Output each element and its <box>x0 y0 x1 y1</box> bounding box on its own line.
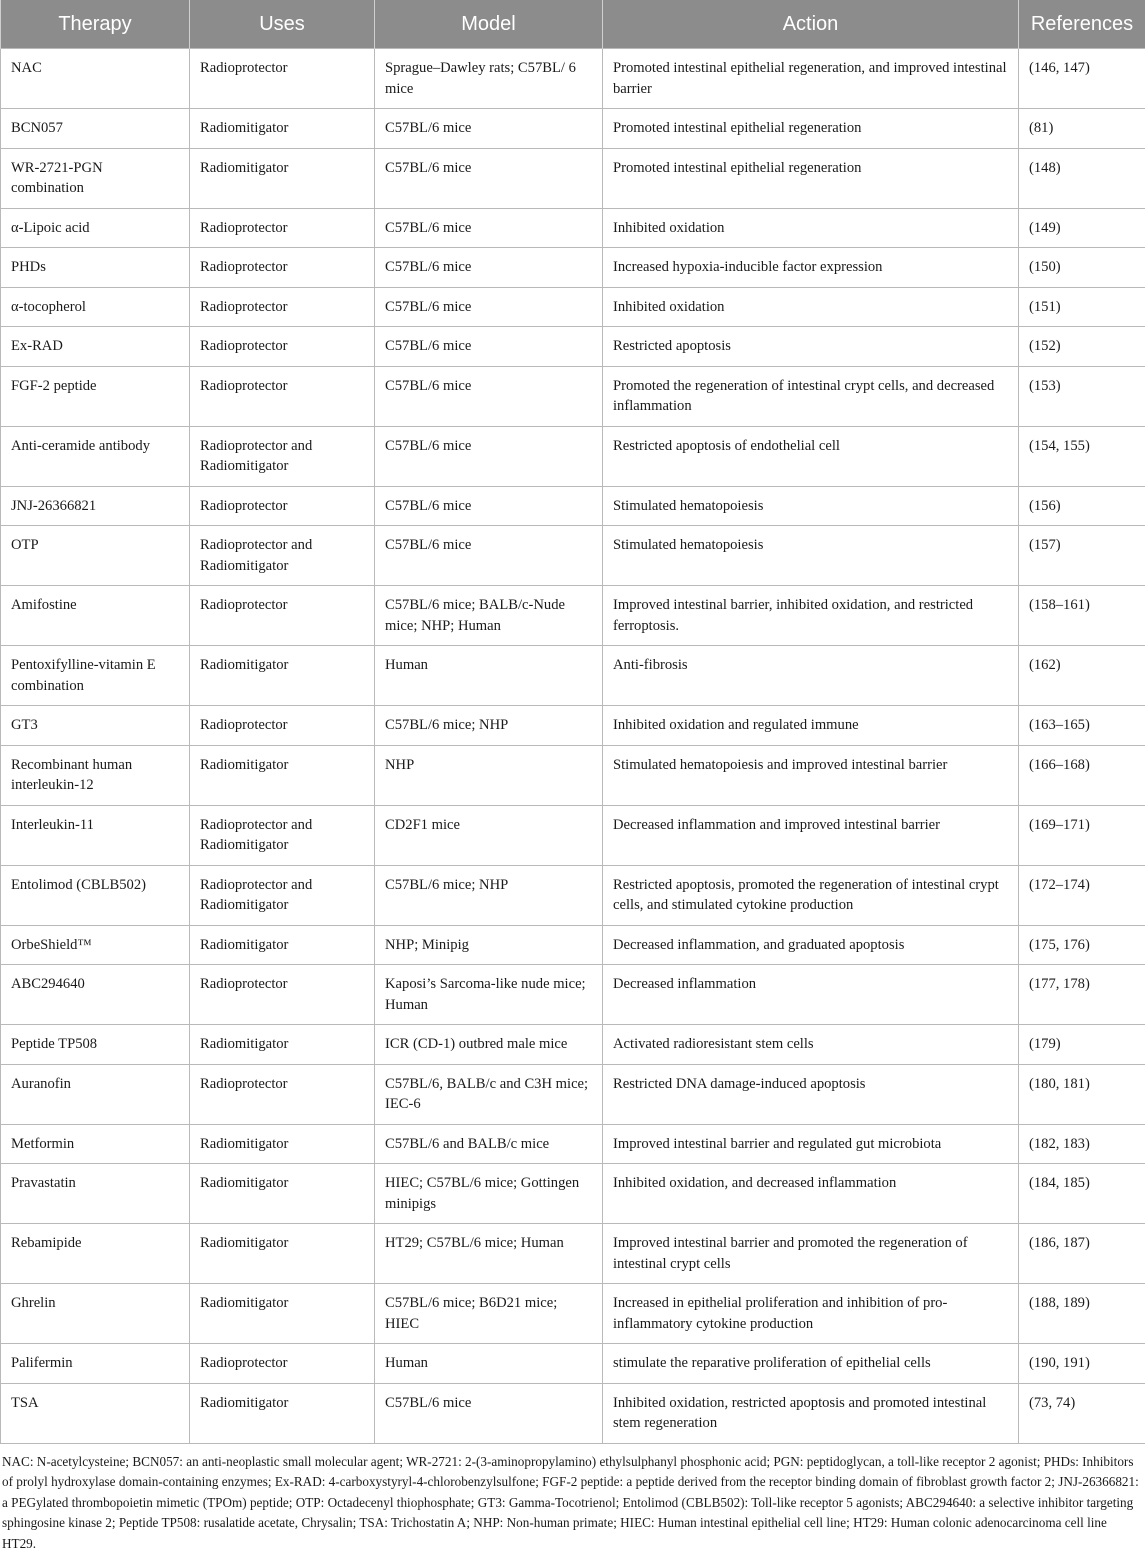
table-row <box>1 1344 1145 1384</box>
action-cell: Stimulated hematopoiesis <box>603 526 1019 586</box>
therapy-cell: Recombinant human interleukin-12 <box>1 745 190 805</box>
therapy-cell: OTP <box>1 526 190 586</box>
action-cell: Promoted the regeneration of intestinal crypt cells, and decreased inflammation <box>603 366 1019 426</box>
table-row <box>1 248 1145 288</box>
action-cell: Improved intestinal barrier and promoted the regeneration of intestinal crypt cells <box>603 1224 1019 1284</box>
table-row <box>1 965 1145 1025</box>
table-row <box>1 586 1145 646</box>
column-header-action: Action <box>603 0 1019 49</box>
table-row <box>1 1124 1145 1164</box>
uses-cell: Radioprotector <box>190 1064 375 1124</box>
model-cell: C57BL/6 mice <box>375 327 603 367</box>
action-cell: Restricted DNA damage-induced apoptosis <box>603 1064 1019 1124</box>
therapy-cell: Interleukin-11 <box>1 805 190 865</box>
references-cell: (179) <box>1019 1025 1145 1065</box>
header-row <box>1 0 1145 49</box>
therapy-cell: NAC <box>1 49 190 109</box>
references-cell: (177, 178) <box>1019 965 1145 1025</box>
action-cell: Promoted intestinal epithelial regeneration, and improved intestinal barrier <box>603 49 1019 109</box>
therapy-cell: OrbeShield™ <box>1 925 190 965</box>
references-cell: (148) <box>1019 148 1145 208</box>
model-cell: C57BL/6 mice <box>375 486 603 526</box>
model-cell: C57BL/6, BALB/c and C3H mice; IEC-6 <box>375 1064 603 1124</box>
table-row <box>1 925 1145 965</box>
model-cell: Human <box>375 1344 603 1384</box>
therapy-cell: α-tocopherol <box>1 287 190 327</box>
therapy-cell: Metformin <box>1 1124 190 1164</box>
therapy-cell: Rebamipide <box>1 1224 190 1284</box>
uses-cell: Radiomitigator <box>190 1284 375 1344</box>
model-cell: C57BL/6 mice <box>375 248 603 288</box>
references-cell: (73, 74) <box>1019 1383 1145 1443</box>
therapy-cell: ABC294640 <box>1 965 190 1025</box>
action-cell: Improved intestinal barrier and regulated gut microbiota <box>603 1124 1019 1164</box>
table-row <box>1 148 1145 208</box>
therapy-cell: Ex-RAD <box>1 327 190 367</box>
action-cell: Decreased inflammation <box>603 965 1019 1025</box>
uses-cell: Radioprotector <box>190 586 375 646</box>
references-cell: (184, 185) <box>1019 1164 1145 1224</box>
action-cell: Promoted intestinal epithelial regeneration <box>603 148 1019 208</box>
action-cell: Stimulated hematopoiesis and improved intestinal barrier <box>603 745 1019 805</box>
therapy-cell: FGF-2 peptide <box>1 366 190 426</box>
column-header-therapy: Therapy <box>1 0 190 49</box>
therapy-cell: JNJ-26366821 <box>1 486 190 526</box>
uses-cell: Radiomitigator <box>190 1383 375 1443</box>
references-cell: (81) <box>1019 109 1145 149</box>
uses-cell: Radiomitigator <box>190 745 375 805</box>
therapy-cell: Pentoxifylline-vitamin E combination <box>1 646 190 706</box>
model-cell: ICR (CD-1) outbred male mice <box>375 1025 603 1065</box>
table-row <box>1 1064 1145 1124</box>
therapy-cell: Palifermin <box>1 1344 190 1384</box>
table-row <box>1 426 1145 486</box>
uses-cell: Radioprotector <box>190 1344 375 1384</box>
uses-cell: Radiomitigator <box>190 148 375 208</box>
action-cell: Inhibited oxidation, restricted apoptosis and promoted intestinal stem regeneration <box>603 1383 1019 1443</box>
references-cell: (188, 189) <box>1019 1284 1145 1344</box>
table-row <box>1 805 1145 865</box>
model-cell: C57BL/6 mice <box>375 1383 603 1443</box>
therapy-cell: Peptide TP508 <box>1 1025 190 1065</box>
references-cell: (151) <box>1019 287 1145 327</box>
uses-cell: Radioprotector <box>190 486 375 526</box>
model-cell: C57BL/6 mice; BALB/c-Nude mice; NHP; Human <box>375 586 603 646</box>
table-row <box>1 706 1145 746</box>
action-cell: Inhibited oxidation, and decreased inflammation <box>603 1164 1019 1224</box>
references-cell: (180, 181) <box>1019 1064 1145 1124</box>
uses-cell: Radioprotector <box>190 287 375 327</box>
uses-cell: Radioprotector <box>190 366 375 426</box>
action-cell: Inhibited oxidation <box>603 208 1019 248</box>
model-cell: C57BL/6 mice <box>375 366 603 426</box>
references-cell: (157) <box>1019 526 1145 586</box>
references-cell: (149) <box>1019 208 1145 248</box>
uses-cell: Radiomitigator <box>190 109 375 149</box>
uses-cell: Radioprotector <box>190 327 375 367</box>
action-cell: Activated radioresistant stem cells <box>603 1025 1019 1065</box>
references-cell: (156) <box>1019 486 1145 526</box>
table-row <box>1 1025 1145 1065</box>
table-body <box>1 49 1145 1444</box>
table-row <box>1 327 1145 367</box>
model-cell: NHP <box>375 745 603 805</box>
therapy-cell: α-Lipoic acid <box>1 208 190 248</box>
table-row <box>1 208 1145 248</box>
table-row <box>1 109 1145 149</box>
references-cell: (166–168) <box>1019 745 1145 805</box>
model-cell: C57BL/6 mice <box>375 208 603 248</box>
therapy-cell: Entolimod (CBLB502) <box>1 865 190 925</box>
action-cell: Promoted intestinal epithelial regeneration <box>603 109 1019 149</box>
therapy-cell: PHDs <box>1 248 190 288</box>
model-cell: C57BL/6 and BALB/c mice <box>375 1124 603 1164</box>
references-cell: (175, 176) <box>1019 925 1145 965</box>
model-cell: C57BL/6 mice; NHP <box>375 706 603 746</box>
model-cell: C57BL/6 mice <box>375 148 603 208</box>
uses-cell: Radioprotector <box>190 706 375 746</box>
column-header-uses: Uses <box>190 0 375 49</box>
therapy-cell: Pravastatin <box>1 1164 190 1224</box>
references-cell: (182, 183) <box>1019 1124 1145 1164</box>
references-cell: (152) <box>1019 327 1145 367</box>
model-cell: NHP; Minipig <box>375 925 603 965</box>
model-cell: C57BL/6 mice <box>375 287 603 327</box>
uses-cell: Radioprotector and Radiomitigator <box>190 805 375 865</box>
uses-cell: Radioprotector <box>190 208 375 248</box>
uses-cell: Radioprotector and Radiomitigator <box>190 426 375 486</box>
therapy-cell: WR-2721-PGN combination <box>1 148 190 208</box>
uses-cell: Radioprotector and Radiomitigator <box>190 865 375 925</box>
table-row <box>1 366 1145 426</box>
model-cell: Sprague–Dawley rats; C57BL/ 6 mice <box>375 49 603 109</box>
action-cell: Improved intestinal barrier, inhibited oxidation, and restricted ferroptosis. <box>603 586 1019 646</box>
table-row <box>1 287 1145 327</box>
column-header-model: Model <box>375 0 603 49</box>
references-cell: (153) <box>1019 366 1145 426</box>
model-cell: C57BL/6 mice; B6D21 mice; HIEC <box>375 1284 603 1344</box>
references-cell: (146, 147) <box>1019 49 1145 109</box>
therapy-cell: Auranofin <box>1 1064 190 1124</box>
therapy-cell: GT3 <box>1 706 190 746</box>
table-row <box>1 1164 1145 1224</box>
uses-cell: Radiomitigator <box>190 1164 375 1224</box>
action-cell: Restricted apoptosis of endothelial cell <box>603 426 1019 486</box>
uses-cell: Radioprotector <box>190 49 375 109</box>
model-cell: C57BL/6 mice <box>375 526 603 586</box>
references-cell: (158–161) <box>1019 586 1145 646</box>
uses-cell: Radioprotector <box>190 248 375 288</box>
action-cell: stimulate the reparative proliferation of epithelial cells <box>603 1344 1019 1384</box>
references-cell: (190, 191) <box>1019 1344 1145 1384</box>
model-cell: C57BL/6 mice <box>375 426 603 486</box>
references-cell: (154, 155) <box>1019 426 1145 486</box>
model-cell: CD2F1 mice <box>375 805 603 865</box>
table-row <box>1 1284 1145 1344</box>
action-cell: Decreased inflammation, and graduated apoptosis <box>603 925 1019 965</box>
table-row <box>1 1224 1145 1284</box>
references-cell: (172–174) <box>1019 865 1145 925</box>
model-cell: C57BL/6 mice; NHP <box>375 865 603 925</box>
model-cell: C57BL/6 mice <box>375 109 603 149</box>
uses-cell: Radiomitigator <box>190 646 375 706</box>
table-row <box>1 865 1145 925</box>
model-cell: Kaposi’s Sarcoma-like nude mice; Human <box>375 965 603 1025</box>
action-cell: Decreased inflammation and improved intestinal barrier <box>603 805 1019 865</box>
table-row <box>1 526 1145 586</box>
table-row <box>1 745 1145 805</box>
table-row <box>1 1383 1145 1443</box>
column-header-references: References <box>1019 0 1145 49</box>
therapy-cell: TSA <box>1 1383 190 1443</box>
model-cell: Human <box>375 646 603 706</box>
table-row <box>1 646 1145 706</box>
action-cell: Increased in epithelial proliferation and inhibition of pro-inflammatory cytokine production <box>603 1284 1019 1344</box>
model-cell: HT29; C57BL/6 mice; Human <box>375 1224 603 1284</box>
references-cell: (162) <box>1019 646 1145 706</box>
action-cell: Stimulated hematopoiesis <box>603 486 1019 526</box>
uses-cell: Radiomitigator <box>190 925 375 965</box>
action-cell: Restricted apoptosis <box>603 327 1019 367</box>
uses-cell: Radiomitigator <box>190 1224 375 1284</box>
table-footnote: NAC: N-acetylcysteine; BCN057: an anti-neoplastic small molecular agent; WR-2721: 2-(3-aminopropylamino) ethylsulphanyl phosphonic acid; PGN: peptidoglycan, a toll-like receptor 2 agonist; PHDs: Inhibitors of prolyl hydroxylase domain-containing enzymes; Ex-RAD: 4-carboxystyryl-4-chlorobenzylsulfone; FGF-2 peptide: a peptide derived from the receptor binding domain of fibroblast growth factor 2; JNJ-26366821: a PEGylated thrombopoietin mimetic (TPOm) peptide; OTP: Octadecenyl thiophosphate; GT3: Gamma-Tocotrienol; Entolimod (CBLB502): Toll-like receptor 5 agonists; ABC294640: a selective inhibitor targeting sphingosine kinase 2; Peptide TP508: rusalatide acetate, Chrysalin; TSA: Trichostatin A; NHP: Non-human primate; HIEC: Human intestinal epithelial cell line; HT29: Human colonic adenocarcinoma cell line HT29. <box>0 1444 1145 1554</box>
action-cell: Restricted apoptosis, promoted the regeneration of intestinal crypt cells, and stimulated cytokine production <box>603 865 1019 925</box>
action-cell: Anti-fibrosis <box>603 646 1019 706</box>
references-cell: (163–165) <box>1019 706 1145 746</box>
uses-cell: Radioprotector <box>190 965 375 1025</box>
uses-cell: Radioprotector and Radiomitigator <box>190 526 375 586</box>
table-row <box>1 49 1145 109</box>
table-header <box>1 0 1145 49</box>
uses-cell: Radiomitigator <box>190 1025 375 1065</box>
therapy-cell: BCN057 <box>1 109 190 149</box>
therapy-cell: Anti-ceramide antibody <box>1 426 190 486</box>
model-cell: HIEC; C57BL/6 mice; Gottingen minipigs <box>375 1164 603 1224</box>
therapy-cell: Amifostine <box>1 586 190 646</box>
uses-cell: Radiomitigator <box>190 1124 375 1164</box>
therapy-cell: Ghrelin <box>1 1284 190 1344</box>
references-cell: (150) <box>1019 248 1145 288</box>
action-cell: Inhibited oxidation and regulated immune <box>603 706 1019 746</box>
table-row <box>1 486 1145 526</box>
action-cell: Inhibited oxidation <box>603 287 1019 327</box>
action-cell: Increased hypoxia-inducible factor expression <box>603 248 1019 288</box>
references-cell: (169–171) <box>1019 805 1145 865</box>
references-cell: (186, 187) <box>1019 1224 1145 1284</box>
